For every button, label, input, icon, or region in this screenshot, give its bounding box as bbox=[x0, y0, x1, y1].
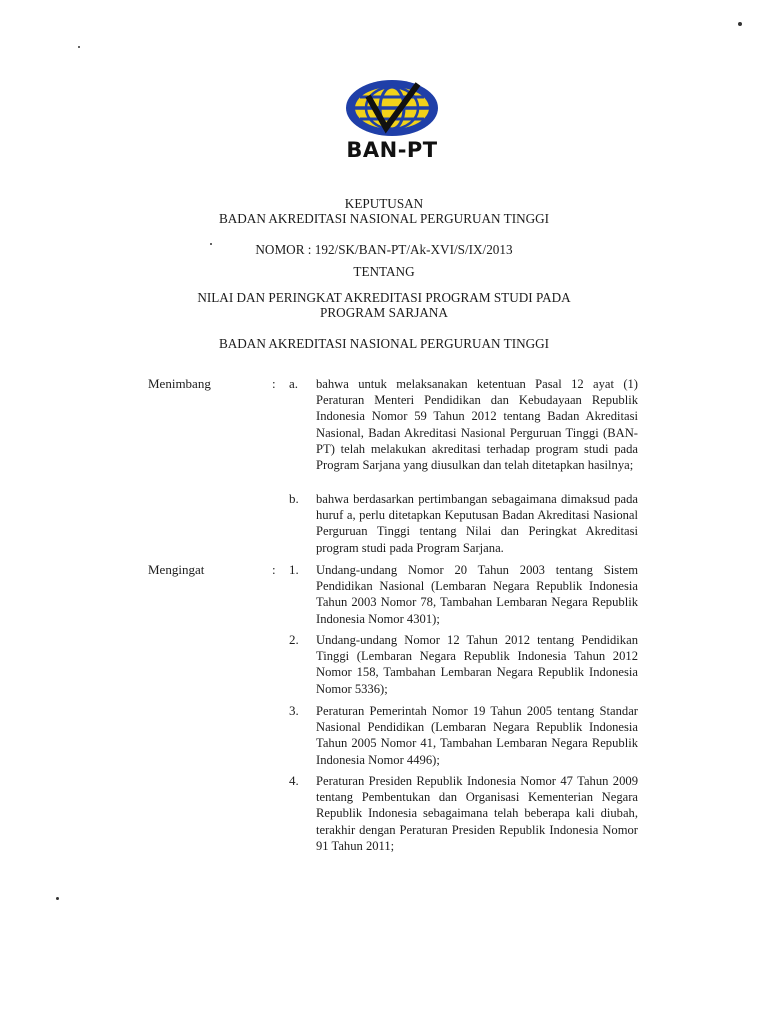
subject-line-1: NILAI DAN PERINGKAT AKREDITASI PROGRAM STUDI PADA bbox=[197, 290, 571, 305]
decree-number: NOMOR : 192/SK/BAN-PT/Ak-XVI/S/IX/2013 bbox=[255, 242, 513, 257]
scan-speck bbox=[738, 22, 742, 26]
organization-name: BADAN AKREDITASI NASIONAL PERGURUAN TINGGI bbox=[218, 211, 550, 226]
menimbang-item-text: bahwa untuk melaksanakan ketentuan Pasal 12 ayat (1) Peraturan Menteri Pendidikan dan Kebudayaan Republik Indonesia Nomor 59 Tahun 2012 tentang Badan Akreditasi Nasional, Badan Akreditasi Nasional Perguruan Tinggi (BAN-PT) telah melakukan akreditasi terhadap program studi pada Program Sarjana yang diusulkan dan telah ditetapkan hasilnya; bbox=[316, 377, 638, 473]
menimbang-item-marker: b. bbox=[289, 491, 299, 506]
mengingat-item-text: Undang-undang Nomor 20 Tahun 2003 tentang Sistem Pendidikan Nasional (Lembaran Negara Republik Indonesia Tahun 2003 Nomor 78, Tambahan Lembaran Negara Republik Indonesia Nomor 4301); bbox=[316, 563, 638, 626]
mengingat-item-text: Peraturan Pemerintah Nomor 19 Tahun 2005 tentang Standar Nasional Pendidikan (Lembaran Negara Republik Indonesia Tahun 2005 Nomor 41, Tambahan Lembaran Negara Republik Indonesia Nomor 4496); bbox=[316, 704, 638, 767]
scan-speck bbox=[56, 897, 59, 900]
mengingat-label: Mengingat bbox=[148, 562, 205, 577]
mengingat-item-marker: 1. bbox=[289, 562, 299, 577]
menimbang-label: Menimbang bbox=[148, 376, 211, 391]
menimbang-colon: : bbox=[272, 376, 276, 391]
scan-speck bbox=[78, 46, 80, 48]
document-title: KEPUTUSAN bbox=[344, 196, 424, 211]
logo-text: BAN-PT bbox=[346, 138, 438, 162]
mengingat-item-marker: 2. bbox=[289, 632, 299, 647]
mengingat-item-text: Peraturan Presiden Republik Indonesia Nomor 47 Tahun 2009 tentang Pembentukan dan Organisasi Kementerian Negara Republik Indonesia sebagaimana telah beberapa kali diubah, terakhir dengan Peraturan Presiden Republik Indonesia Nomor 91 Tahun 2011; bbox=[316, 774, 638, 853]
mengingat-item-marker: 3. bbox=[289, 703, 299, 718]
subject-line-2: PROGRAM SARJANA bbox=[320, 305, 448, 320]
ban-pt-logo-icon bbox=[344, 78, 440, 144]
scan-speck bbox=[210, 243, 212, 245]
menimbang-item-marker: a. bbox=[289, 376, 299, 391]
about-heading: TENTANG bbox=[353, 264, 415, 279]
menimbang-item-text: bahwa berdasarkan pertimbangan sebagaimana dimaksud pada huruf a, perlu ditetapkan Keputusan Badan Akreditasi Nasional Perguruan Tinggi tentang Nilai dan Peringkat Akreditasi program studi pada Program Sarjana. bbox=[316, 492, 638, 555]
mengingat-item-text: Undang-undang Nomor 12 Tahun 2012 tentang Pendidikan Tinggi (Lembaran Negara Republik Indonesia Tahun 2012 Nomor 158, Tambahan Lembaran Negara Republik Indonesia Nomor 5336); bbox=[316, 633, 638, 696]
authority-heading: BADAN AKREDITASI NASIONAL PERGURUAN TINGGI bbox=[218, 336, 550, 351]
mengingat-colon: : bbox=[272, 562, 276, 577]
mengingat-item-marker: 4. bbox=[289, 773, 299, 788]
